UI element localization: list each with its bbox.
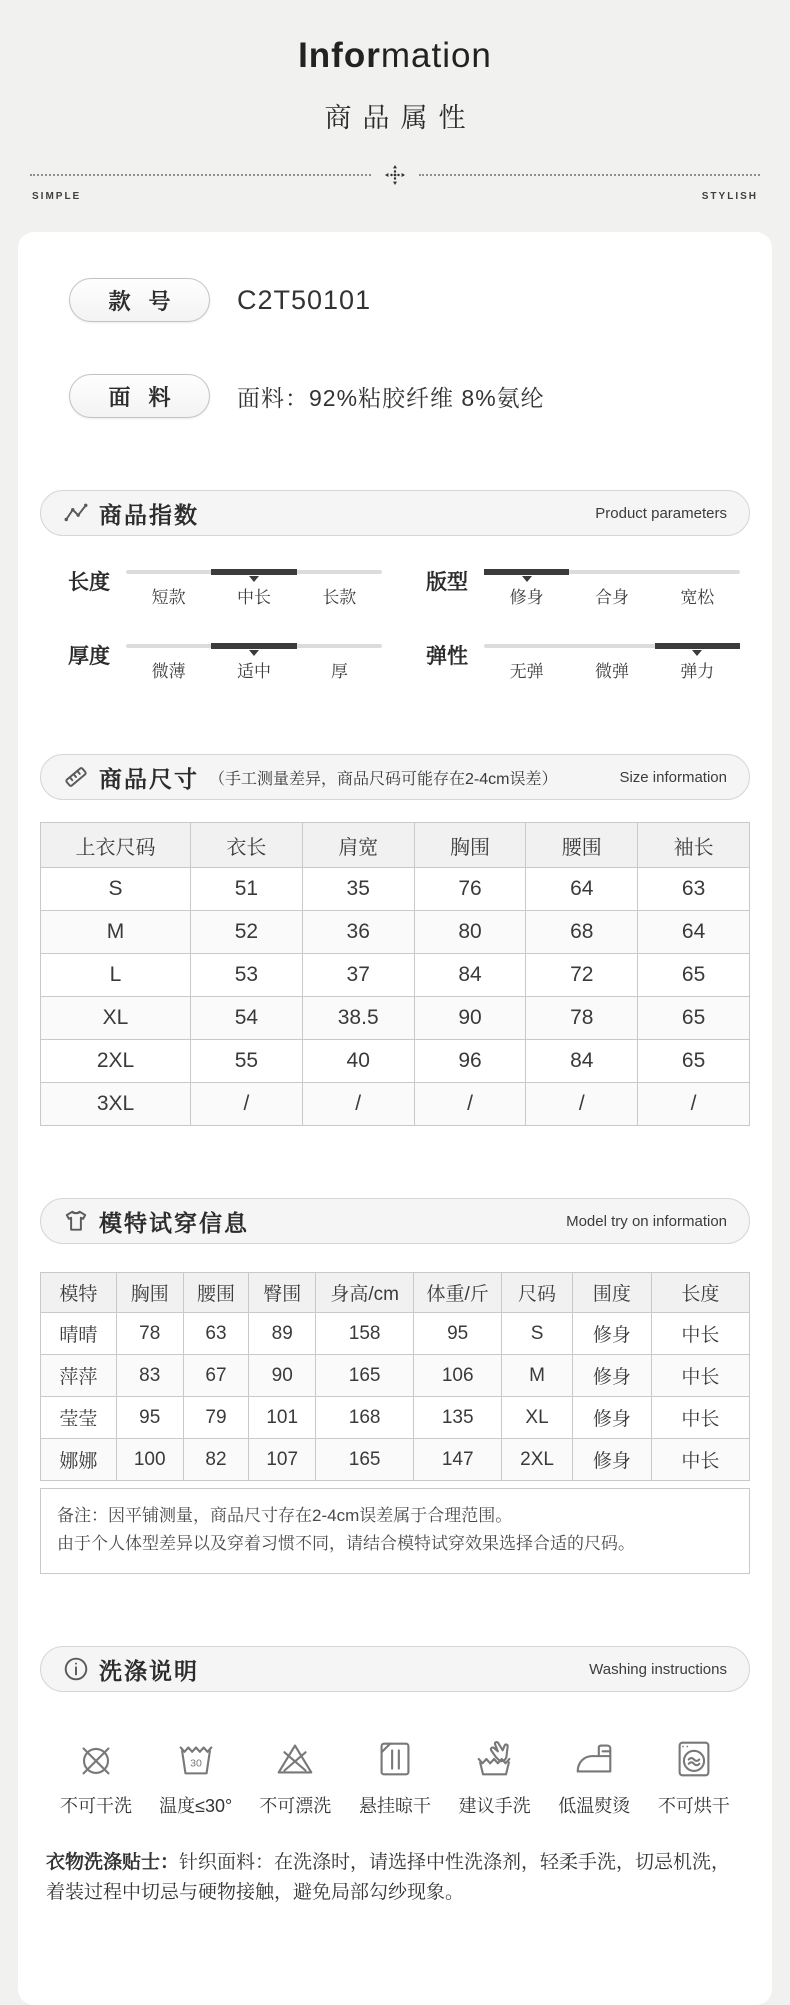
table-row — [41, 1397, 750, 1439]
table-header-row — [41, 823, 750, 868]
table-row — [41, 954, 750, 997]
wash-30-degrees-icon — [173, 1736, 219, 1782]
table-row — [41, 1083, 750, 1126]
slider-track — [126, 570, 382, 574]
washing-symbol-label: 温度≤30° — [159, 1796, 233, 1817]
size-note-line1: 备注：因平铺测量，商品尺寸存在2-4cm误差属于合理范围。 — [57, 1506, 513, 1525]
slider-option: 短款 — [151, 588, 186, 607]
table-header-cell: 肩宽 — [302, 823, 414, 868]
washing-symbol-label: 不可漂洗 — [259, 1796, 332, 1817]
section-title-en: Product parameters — [595, 504, 727, 522]
table-header-cell: 上衣尺码 — [41, 823, 191, 868]
table-cell: L — [41, 954, 191, 997]
table-cell: 158 — [316, 1313, 414, 1355]
style-number-value: C2T50101 — [237, 284, 372, 315]
slider-option: 中长 — [236, 588, 271, 607]
table-row — [41, 997, 750, 1040]
table-cell: 36 — [302, 911, 414, 954]
table-cell: 53 — [191, 954, 303, 997]
slider-option: 厚 — [330, 662, 348, 681]
washing-symbol-item — [148, 1736, 244, 1818]
table-cell: 38.5 — [302, 997, 414, 1040]
table-cell: 64 — [526, 868, 638, 911]
table-header-cell: 尺码 — [502, 1273, 573, 1313]
table-cell: 68 — [526, 911, 638, 954]
measure-tolerance-note: （手工测量差异，商品尺码可能存在2-4cm误差） — [209, 770, 558, 788]
section-title: 商品指数 — [99, 501, 199, 528]
section-title-en: Size information — [619, 768, 727, 786]
section-product-parameters — [40, 490, 750, 536]
hang-dry-icon — [372, 1736, 418, 1782]
table-header-cell: 臀围 — [249, 1273, 316, 1313]
table-cell: 80 — [414, 911, 526, 954]
table-cell: 51 — [191, 868, 303, 911]
low-iron-icon — [571, 1736, 617, 1782]
table-cell: 萍萍 — [41, 1355, 117, 1397]
table-header-cell: 衣长 — [191, 823, 303, 868]
washing-symbol-label: 不可干洗 — [60, 1796, 132, 1817]
table-cell: 莹莹 — [41, 1397, 117, 1439]
slider-body — [484, 560, 740, 608]
page-title-light: mation — [380, 36, 492, 75]
laundry-tip-text: 针织面料：在洗涤时，请选择中性洗涤剂，轻柔手洗，切忌机洗，着装过程中切忌与硬物接触，避免局部勾纱现象。 — [46, 1852, 731, 1904]
slider-track — [484, 644, 740, 648]
table-cell: 168 — [316, 1397, 414, 1439]
slider-active-segment — [484, 569, 569, 575]
table-row — [41, 1355, 750, 1397]
table-cell: / — [191, 1083, 303, 1126]
table-cell: 修身 — [572, 1397, 651, 1439]
table-cell: 79 — [183, 1397, 249, 1439]
fabric-value: 面料：92%粘胶纤维 8%氨纶 — [237, 384, 545, 411]
slider-option: 无弹 — [509, 662, 544, 681]
slider-body — [484, 634, 740, 682]
page-title-bold: Infor — [298, 36, 381, 75]
table-cell: 82 — [183, 1439, 249, 1481]
slider-option: 弹力 — [680, 662, 715, 681]
divider-label-stylish: STYLISH — [701, 191, 758, 202]
table-cell: 65 — [638, 954, 750, 997]
section-title: 洗涤说明 — [99, 1657, 199, 1684]
parameter-slider — [68, 560, 382, 608]
table-cell: 55 — [191, 1040, 303, 1083]
slider-options — [126, 657, 382, 682]
table-cell: 52 — [191, 911, 303, 954]
table-cell: 54 — [191, 997, 303, 1040]
table-cell: 95 — [414, 1313, 502, 1355]
table-cell: 中长 — [651, 1439, 749, 1481]
table-cell: 72 — [526, 954, 638, 997]
table-header-cell: 身高/cm — [316, 1273, 414, 1313]
table-cell: 64 — [638, 911, 750, 954]
table-cell: 107 — [249, 1439, 316, 1481]
table-cell: XL — [502, 1397, 573, 1439]
washing-symbol-label: 建议手洗 — [458, 1796, 531, 1817]
ruler-icon — [63, 764, 89, 790]
table-cell: 165 — [316, 1439, 414, 1481]
table-cell: 37 — [302, 954, 414, 997]
table-header-cell: 模特 — [41, 1273, 117, 1313]
table-header-cell: 胸围 — [414, 823, 526, 868]
slider-option: 合身 — [594, 588, 629, 607]
cross-dots-icon — [385, 165, 405, 185]
slider-track — [126, 644, 382, 648]
washing-symbol-label: 悬挂晾干 — [358, 1796, 431, 1817]
table-cell: 晴晴 — [41, 1313, 117, 1355]
laundry-tip-label: 衣物洗涤贴士： — [46, 1852, 180, 1874]
parameter-slider — [426, 560, 740, 608]
table-cell: 65 — [638, 1040, 750, 1083]
parameter-slider — [68, 634, 382, 682]
fabric-row — [69, 374, 750, 418]
table-header-cell: 围度 — [572, 1273, 651, 1313]
table-cell: 78 — [116, 1313, 183, 1355]
style-number-row — [69, 278, 750, 322]
table-row — [41, 1439, 750, 1481]
washing-symbol-item — [447, 1736, 543, 1818]
washing-symbol-item — [646, 1736, 742, 1818]
slider-label: 长度 — [68, 571, 110, 594]
slider-options — [484, 657, 740, 682]
table-cell: 63 — [638, 868, 750, 911]
parameter-sliders — [68, 560, 740, 682]
table-cell: 2XL — [41, 1040, 191, 1083]
page-title — [0, 36, 790, 76]
hand-wash-icon — [472, 1736, 518, 1782]
table-row — [41, 1313, 750, 1355]
section-title-en: Washing instructions — [589, 1660, 727, 1678]
page-subtitle: 商品属性 — [324, 103, 477, 133]
washing-symbol-item — [247, 1736, 343, 1818]
table-cell: 90 — [414, 997, 526, 1040]
slider-marker-icon — [692, 650, 702, 656]
section-title: 商品尺寸 — [99, 765, 199, 792]
table-cell: M — [41, 911, 191, 954]
slider-option: 修身 — [509, 588, 544, 607]
fabric-badge: 面 料 — [69, 374, 210, 418]
section-size-information — [40, 754, 750, 800]
hero-header — [0, 36, 790, 135]
table-cell: 100 — [116, 1439, 183, 1481]
table-cell: / — [638, 1083, 750, 1126]
parameter-slider — [426, 634, 740, 682]
table-cell: 106 — [414, 1355, 502, 1397]
svg-text:30: 30 — [189, 1757, 202, 1770]
table-cell: 83 — [116, 1355, 183, 1397]
table-cell: 40 — [302, 1040, 414, 1083]
slider-options — [484, 583, 740, 608]
table-cell: 娜娜 — [41, 1439, 117, 1481]
table-header-cell: 长度 — [651, 1273, 749, 1313]
no-bleach-icon — [272, 1736, 318, 1782]
table-cell: 147 — [414, 1439, 502, 1481]
slider-active-segment — [211, 643, 296, 649]
slider-option: 微弹 — [594, 662, 629, 681]
washing-symbol-item — [546, 1736, 642, 1818]
table-cell: / — [302, 1083, 414, 1126]
table-row — [41, 1040, 750, 1083]
style-number-badge: 款 号 — [69, 278, 210, 322]
table-cell: / — [414, 1083, 526, 1126]
size-table — [40, 822, 750, 1126]
divider-labels — [32, 191, 758, 202]
slider-option: 长款 — [322, 588, 357, 607]
table-cell: 中长 — [651, 1397, 749, 1439]
slider-body — [126, 634, 382, 682]
washing-symbol-label: 不可烘干 — [657, 1796, 730, 1817]
table-cell: 修身 — [572, 1439, 651, 1481]
table-cell: 95 — [116, 1397, 183, 1439]
table-cell: 78 — [526, 997, 638, 1040]
divider-label-simple: SIMPLE — [32, 191, 82, 202]
table-cell: 76 — [414, 868, 526, 911]
slider-marker-icon — [249, 650, 259, 656]
table-cell: 67 — [183, 1355, 249, 1397]
table-cell: 修身 — [572, 1313, 651, 1355]
no-tumble-dry-icon — [671, 1736, 717, 1782]
table-cell: S — [41, 868, 191, 911]
size-note-box — [40, 1488, 750, 1574]
table-header-cell: 腰围 — [526, 823, 638, 868]
table-cell: 2XL — [502, 1439, 573, 1481]
slider-active-segment — [655, 643, 740, 649]
table-row — [41, 911, 750, 954]
table-cell: XL — [41, 997, 191, 1040]
table-cell: / — [526, 1083, 638, 1126]
section-title: 模特试穿信息 — [99, 1209, 249, 1236]
table-cell: 96 — [414, 1040, 526, 1083]
slider-option: 宽松 — [680, 588, 715, 607]
slider-active-segment — [211, 569, 296, 575]
slider-options — [126, 583, 382, 608]
divider — [30, 165, 760, 185]
table-cell: 84 — [414, 954, 526, 997]
slider-marker-icon — [522, 576, 532, 582]
slider-label: 厚度 — [68, 645, 110, 668]
slider-marker-icon — [249, 576, 259, 582]
section-title-en: Model try on information — [566, 1212, 727, 1230]
slider-option: 适中 — [236, 662, 271, 681]
divider-line-right — [419, 174, 760, 176]
slider-track — [484, 570, 740, 574]
section-model-try-on — [40, 1198, 750, 1244]
table-header-cell: 胸围 — [116, 1273, 183, 1313]
washing-symbol-item — [48, 1736, 144, 1818]
table-cell: 84 — [526, 1040, 638, 1083]
t-shirt-icon — [63, 1208, 89, 1234]
info-circle-icon — [63, 1656, 89, 1682]
table-cell: 165 — [316, 1355, 414, 1397]
table-cell: S — [502, 1313, 573, 1355]
laundry-tip — [46, 1848, 744, 1909]
slider-label: 版型 — [426, 571, 468, 594]
no-dry-clean-icon — [73, 1736, 119, 1782]
table-cell: 中长 — [651, 1313, 749, 1355]
table-cell: 90 — [249, 1355, 316, 1397]
table-header-cell: 腰围 — [183, 1273, 249, 1313]
washing-symbol-label: 低温熨烫 — [558, 1796, 631, 1817]
slider-label: 弹性 — [426, 645, 468, 668]
section-washing-instructions — [40, 1646, 750, 1692]
table-cell: 中长 — [651, 1355, 749, 1397]
table-cell: 63 — [183, 1313, 249, 1355]
divider-line-left — [30, 174, 371, 176]
table-header-row — [41, 1273, 750, 1313]
table-cell: 135 — [414, 1397, 502, 1439]
slider-option: 微薄 — [151, 662, 186, 681]
table-cell: M — [502, 1355, 573, 1397]
line-chart-icon — [63, 500, 89, 526]
table-header-cell: 体重/斤 — [414, 1273, 502, 1313]
table-cell: 65 — [638, 997, 750, 1040]
table-row — [41, 868, 750, 911]
size-note-line2: 由于个人体型差异以及穿着习惯不同，请结合模特试穿效果选择合适的尺码。 — [57, 1534, 635, 1554]
table-cell: 3XL — [41, 1083, 191, 1126]
table-cell: 89 — [249, 1313, 316, 1355]
model-try-on-table — [40, 1272, 750, 1481]
table-cell: 修身 — [572, 1355, 651, 1397]
table-cell: 35 — [302, 868, 414, 911]
table-cell: 101 — [249, 1397, 316, 1439]
washing-icons-row — [48, 1736, 742, 1818]
slider-body — [126, 560, 382, 608]
table-header-cell: 袖长 — [638, 823, 750, 868]
washing-symbol-item — [347, 1736, 443, 1818]
info-card — [18, 232, 772, 2005]
